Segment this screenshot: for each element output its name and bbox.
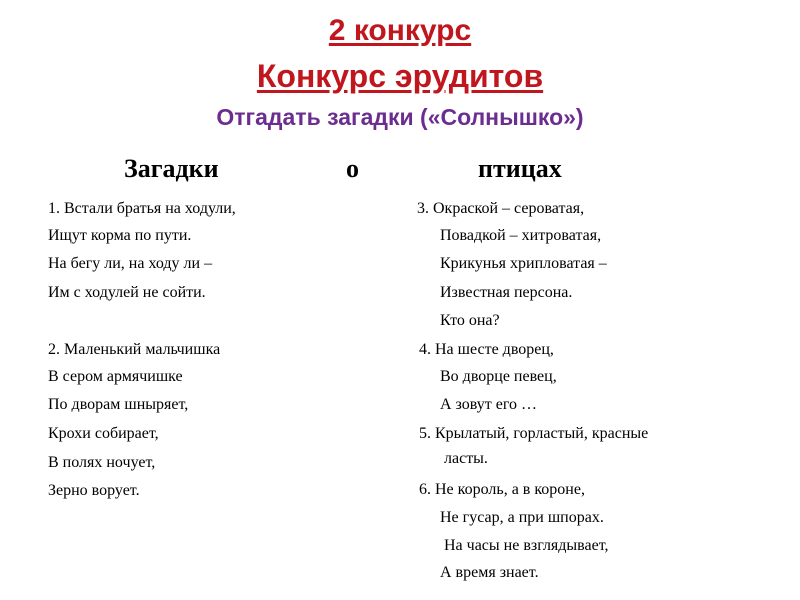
riddle-line: Кто она? [440, 312, 500, 329]
riddle-line: Во дворце певец, [440, 368, 557, 385]
riddle-line: 5. Крылатый, горластый, красные [419, 425, 649, 442]
section-heading-birds: птицах [478, 154, 562, 183]
riddle-line: Ищут корма по пути. [48, 227, 192, 244]
riddle-line: В сером армячишке [48, 368, 183, 385]
riddle-line: 3. Окраской – сероватая, [417, 200, 585, 217]
riddle-line: А время знает. [440, 564, 539, 581]
section-heading-riddles: Загадки [124, 154, 219, 183]
riddle-line: Крохи собирает, [48, 425, 159, 442]
riddle-line: Им с ходулей не сойти. [48, 284, 206, 301]
riddle-line: В полях ночует, [48, 454, 156, 471]
riddle-line: 4. На шесте дворец, [419, 341, 554, 358]
riddle-line: На бегу ли, на ходу ли – [48, 255, 213, 272]
riddle-line: Не гусар, а при шпорах. [440, 509, 604, 526]
riddle-line: Зерно ворует. [48, 482, 140, 499]
riddle-line: По дворам шныряет, [48, 396, 189, 413]
contest-name-title: Конкурс эрудитов [256, 58, 544, 94]
riddle-line: ласты. [444, 450, 488, 467]
contest-number-title: 2 конкурс [328, 14, 472, 47]
riddle-line: 6. Не король, а в короне, [419, 481, 585, 498]
section-heading-about: о [346, 154, 359, 183]
riddle-line: Повадкой – хитроватая, [440, 227, 602, 244]
riddle-line: Известная персона. [440, 284, 573, 301]
riddle-line: На часы не взглядывает, [444, 537, 609, 554]
task-subtitle: Отгадать загадки («Солнышко») [216, 104, 584, 130]
riddle-line: 1. Встали братья на ходули, [48, 200, 236, 217]
riddle-line: Крикунья хрипловатая – [440, 255, 607, 272]
riddle-line: 2. Маленький мальчишка [48, 341, 221, 358]
riddle-line: А зовут его … [440, 396, 538, 413]
